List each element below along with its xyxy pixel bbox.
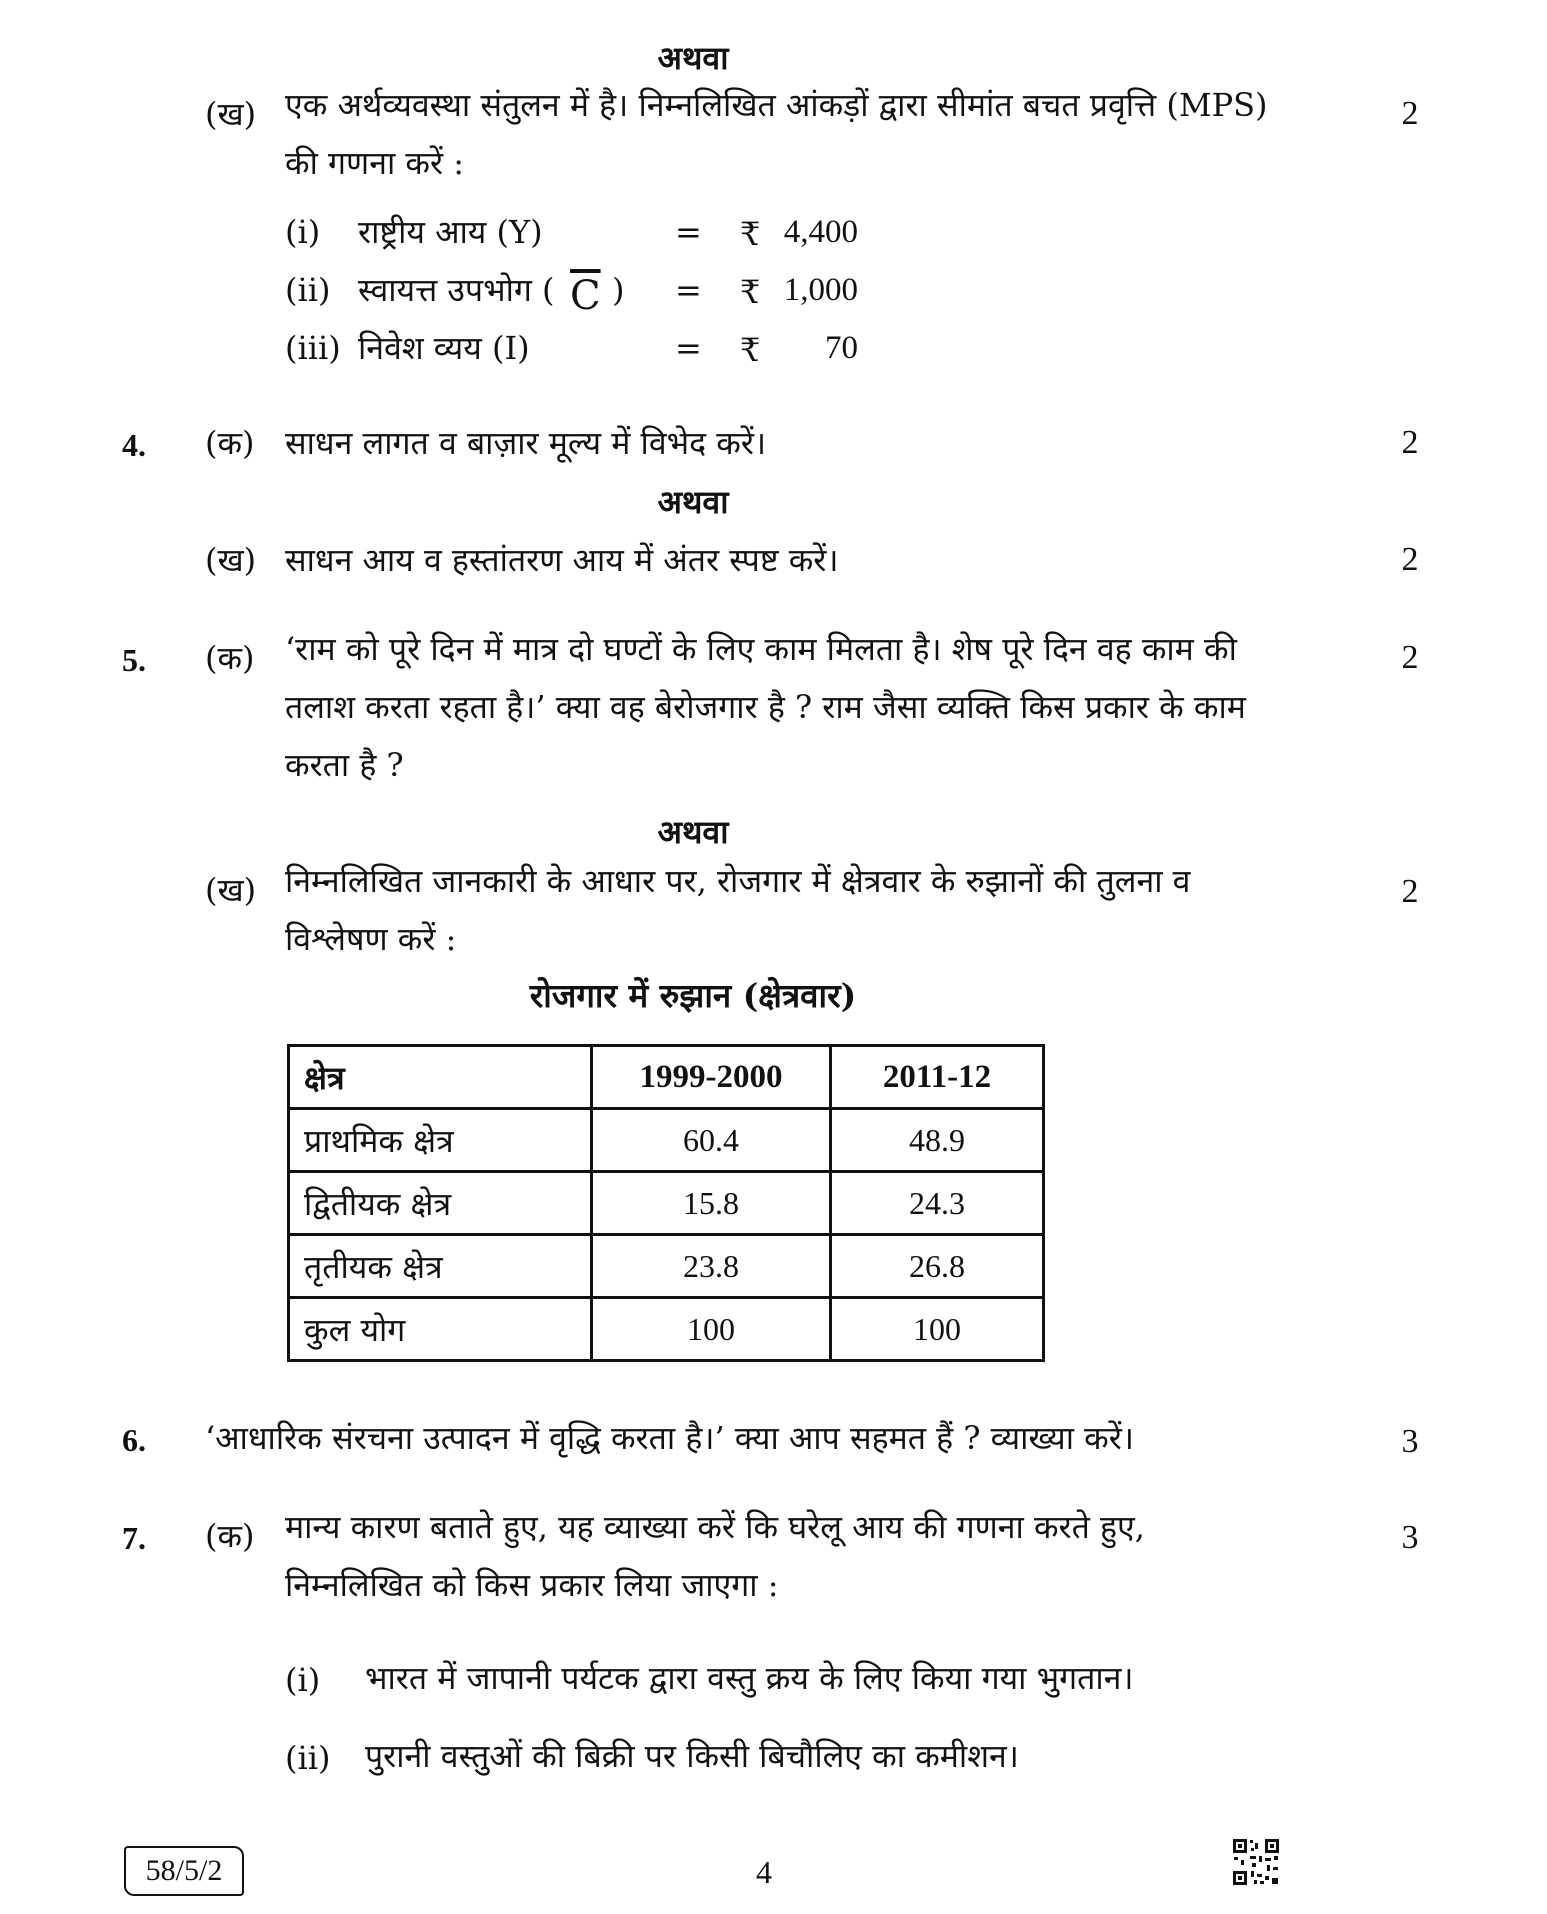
paper-code-box: 58/5/2 [124,1846,244,1896]
table-header-row [289,1046,1044,1109]
q3b-text: एक अर्थव्यवस्था संतुलन में है। निम्नलिखित आंकड़ों द्वारा सीमांत बचत प्रवृत्ति (MPS) की गणना करें : [285,86,1268,182]
table-cell-value: 15.8 [592,1172,831,1235]
table-cell-value: 24.3 [831,1172,1044,1235]
employment-trends-table [287,1044,1045,1362]
q4a-part-label: (क) [205,424,255,462]
q7-item-num: (ii) [285,1739,331,1777]
table-header-cell: 2011-12 [831,1046,1044,1109]
q3b-marks: 2 [1401,95,1419,132]
table-cell-value: 23.8 [592,1235,831,1298]
table-row [289,1109,1044,1172]
q5b-text: निम्नलिखित जानकारी के आधार पर, रोजगार में क्षेत्रवार के रुझानों की तुलना व विश्लेषण करें : [285,862,1191,958]
rupee-icon: ₹ [740,273,761,311]
athva-heading-2: अथवा [657,483,729,521]
q6-text: ‘आधारिक संरचना उत्पादन में वृद्धि करता है।’ क्या आप सहमत हैं ? व्याख्या करें। [205,1419,1134,1457]
q3b-item-equals: = [675,271,702,309]
q3b-item-value: 4,400 [783,214,858,250]
table-cell-sector: कुल योग [289,1298,592,1361]
q5-number: 5. [122,642,146,678]
q5a-text: ‘राम को पूरे दिन में मात्र दो घण्टों के लिए काम मिलता है। शेष पूरे दिन वह काम की तलाश करता रहता है।’ क्या वह बेरोजगार है ? राम जैसा व्यक्ति किस प्रकार के काम करता है ? [285,630,1246,784]
table-cell-value: 100 [592,1298,831,1361]
q3b-item-equals: = [675,213,702,251]
q3b-item-num: (ii) [285,271,331,309]
q3b-part-label: (ख) [205,95,257,133]
q3b-item-num: (iii) [285,329,341,367]
table-cell-value: 48.9 [831,1109,1044,1172]
q7a-text: मान्य कारण बताते हुए, यह व्याख्या करें कि घरेलू आय की गणना करते हुए, निम्नलिखित को किस प्रकार लिया जाएगा : [285,1508,1145,1604]
table-header-cell: 1999-2000 [592,1046,831,1109]
q7a-marks: 3 [1401,1519,1419,1556]
table-row [289,1172,1044,1235]
table-cell-sector: द्वितीयक क्षेत्र [289,1172,592,1235]
q5b-marks: 2 [1401,873,1419,910]
q3b-item-label: निवेश व्यय (I) [358,329,530,367]
table-title: रोजगार में रुझान (क्षेत्रवार) [529,976,857,1015]
q4-number: 4. [122,427,146,463]
autonomous-consumption-symbol: $\overline{C}$ [570,273,601,319]
q6-number: 6. [122,1422,146,1458]
q5a-marks: 2 [1401,639,1419,676]
q6-marks: 3 [1401,1423,1419,1460]
q3b-item-label: स्वायत्त उपभोग ( [358,271,555,309]
q3b-item-equals: = [675,329,702,367]
q3b-item-value: 1,000 [783,272,858,308]
q4a-text: साधन लागत व बाज़ार मूल्य में विभेद करें। [285,424,767,462]
q3b-item-num: (i) [285,213,321,251]
athva-heading-1: अथवा [657,39,729,77]
rupee-icon: ₹ [740,215,761,253]
q3b-item-value: 70 [825,330,858,366]
table-cell-value: 60.4 [592,1109,831,1172]
qr-code-icon [1232,1838,1280,1886]
q3b-item-label: राष्ट्रीय आय (Y) [358,213,543,251]
q4b-marks: 2 [1401,541,1419,578]
table-header-cell: क्षेत्र [289,1046,592,1109]
q7a-part-label: (क) [205,1517,255,1555]
q7-item-text: भारत में जापानी पर्यटक द्वारा वस्तु क्रय के लिए किया गया भुगतान। [365,1659,1134,1697]
page-number: 4 [756,1854,772,1890]
table-cell-sector: प्राथमिक क्षेत्र [289,1109,592,1172]
closing-paren: ) [612,271,625,309]
table-cell-value: 100 [831,1298,1044,1361]
q5a-part-label: (क) [205,639,255,677]
table-cell-value: 26.8 [831,1235,1044,1298]
rupee-icon: ₹ [740,331,761,369]
table-row [289,1298,1044,1361]
q7-item-num: (i) [285,1661,321,1699]
q4a-marks: 2 [1401,424,1419,461]
q7-number: 7. [122,1520,146,1556]
q5b-part-label: (ख) [205,871,257,909]
q7-item-text: पुरानी वस्तुओं की बिक्री पर किसी बिचौलिए का कमीशन। [365,1737,1019,1775]
table-cell-sector: तृतीयक क्षेत्र [289,1235,592,1298]
athva-heading-3: अथवा [657,813,729,851]
q4b-text: साधन आय व हस्तांतरण आय में अंतर स्पष्ट करें। [285,541,839,579]
q4b-part-label: (ख) [205,541,257,579]
table-row [289,1235,1044,1298]
